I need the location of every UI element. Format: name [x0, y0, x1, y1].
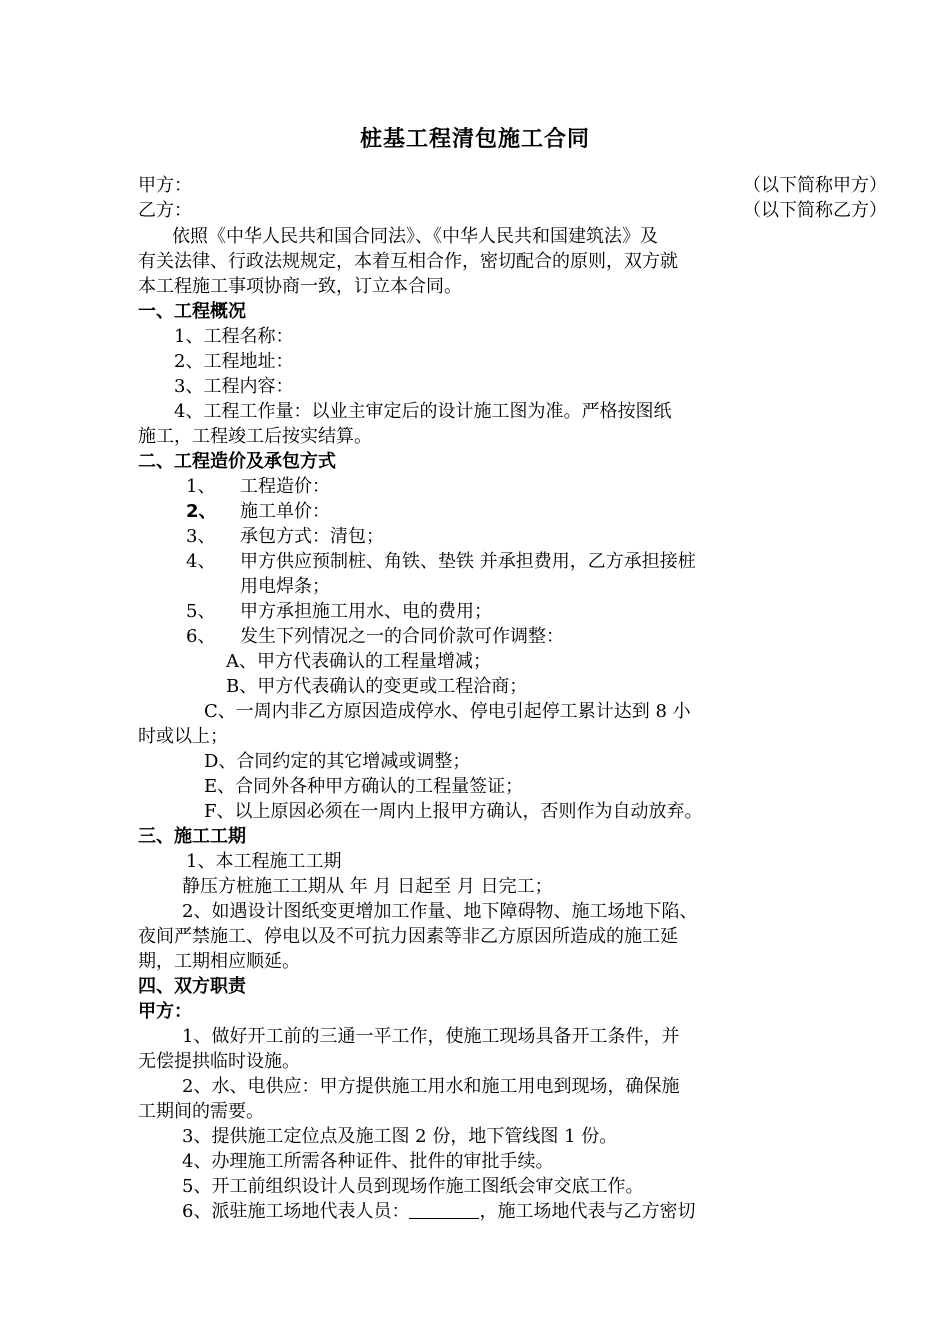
sub-item-continued: 时或以上； — [138, 726, 228, 747]
list-item: 4、办理施工所需各种证件、批件的审批手续。 — [182, 1151, 554, 1172]
item-text: ，施工场地代表与乙方密切 — [479, 1201, 696, 1222]
party-a-line — [138, 174, 887, 198]
list-item-continued: 夜间严禁施工、停电以及不可抗力因素等非乙方原因所造成的施工延 — [138, 926, 678, 947]
intro-line: 依照《中华人民共和国合同法》、《中华人民共和国建筑法》及 — [172, 226, 658, 247]
sub-item: A、甲方代表确认的工程量增减； — [226, 651, 491, 672]
party-b-line — [138, 199, 887, 223]
item-number: 4、 — [186, 551, 216, 572]
item-text: 甲方供应预制桩、角铁、垫铁 并承担费用，乙方承担接桩 — [240, 551, 696, 572]
intro-line: 本工程施工事项协商一致，订立本合同。 — [138, 276, 462, 297]
list-item: 3、提供施工定位点及施工图 2 份，地下管线图 1 份。 — [182, 1126, 618, 1147]
list-item-continued: 无偿提拱临时设施。 — [138, 1051, 300, 1072]
list-item: 5、开工前组织设计人员到现场作施工图纸会审交底工作。 — [182, 1176, 644, 1197]
list-item: 3、工程内容： — [174, 376, 294, 397]
party-a-note: （以下简称甲方） — [743, 175, 887, 196]
item-number: 6、 — [186, 626, 216, 647]
section-heading: 三、施工工期 — [138, 826, 246, 847]
fill-in-blank — [409, 1200, 479, 1219]
intro-line: 有关法律、行政法规规定，本着互相合作，密切配合的原则，双方就 — [138, 251, 678, 272]
party-b-label: 乙方： — [138, 200, 192, 221]
list-item: 4、工程工作量：以业主审定后的设计施工图为准。严格按图纸 — [174, 401, 672, 422]
document-title: 桩基工程清包施工合同 — [359, 127, 590, 152]
sub-item: C、一周内非乙方原因造成停水、停电引起停工累计达到 8 小 — [204, 701, 691, 722]
item-text: 用电焊条； — [240, 576, 330, 597]
sub-item: F、以上原因必须在一周内上报甲方确认，否则作为自动放弃。 — [204, 801, 703, 822]
list-item: 1、做好开工前的三通一平工作，使施工现场具备开工条件，并 — [182, 1026, 680, 1047]
party-a-label: 甲方： — [138, 175, 192, 196]
item-text: 施工单价： — [240, 501, 330, 522]
item-number: 3、 — [186, 526, 216, 547]
item-text: 甲方承担施工用水、电的费用； — [240, 601, 492, 622]
item-text: 承包方式：清包； — [240, 526, 384, 547]
list-item-continued: 工期间的需要。 — [138, 1101, 264, 1122]
list-item: 2、工程地址： — [174, 351, 294, 372]
section-heading: 二、工程造价及承包方式 — [138, 451, 336, 472]
list-item — [138, 1200, 872, 1224]
item-number: 1、 — [186, 476, 216, 497]
item-text: 发生下列情况之一的合同价款可作调整： — [240, 626, 564, 647]
party-b-note: （以下简称乙方） — [743, 200, 887, 221]
section-heading: 一、工程概况 — [138, 301, 246, 322]
item-text: 工程造价： — [240, 476, 330, 497]
list-item-continued: 静压方桩施工工期从 年 月 日起至 月 日完工； — [182, 876, 553, 897]
item-number: 2、 — [186, 501, 217, 522]
sub-item: E、合同外各种甲方确认的工程量签证； — [204, 776, 524, 797]
list-item-continued: 施工，工程竣工后按实结算。 — [138, 426, 372, 447]
list-item: 1、本工程施工工期 — [186, 851, 342, 872]
list-item-continued: 期，工期相应顺延。 — [138, 951, 300, 972]
section-heading: 四、双方职责 — [138, 976, 246, 997]
subsection-heading: 甲方： — [138, 1001, 192, 1022]
list-item: 2、如遇设计图纸变更增加工作量、地下障碍物、施工场地下陷、 — [182, 901, 698, 922]
item-text: 6、派驻施工场地代表人员： — [182, 1201, 410, 1222]
sub-item: D、合同约定的其它增减或调整； — [204, 751, 471, 772]
sub-item: B、甲方代表确认的变更或工程洽商； — [226, 676, 528, 697]
list-item: 1、工程名称： — [174, 326, 294, 347]
list-item: 2、水、电供应：甲方提供施工用水和施工用电到现场，确保施 — [182, 1076, 680, 1097]
item-number: 5、 — [186, 601, 216, 622]
